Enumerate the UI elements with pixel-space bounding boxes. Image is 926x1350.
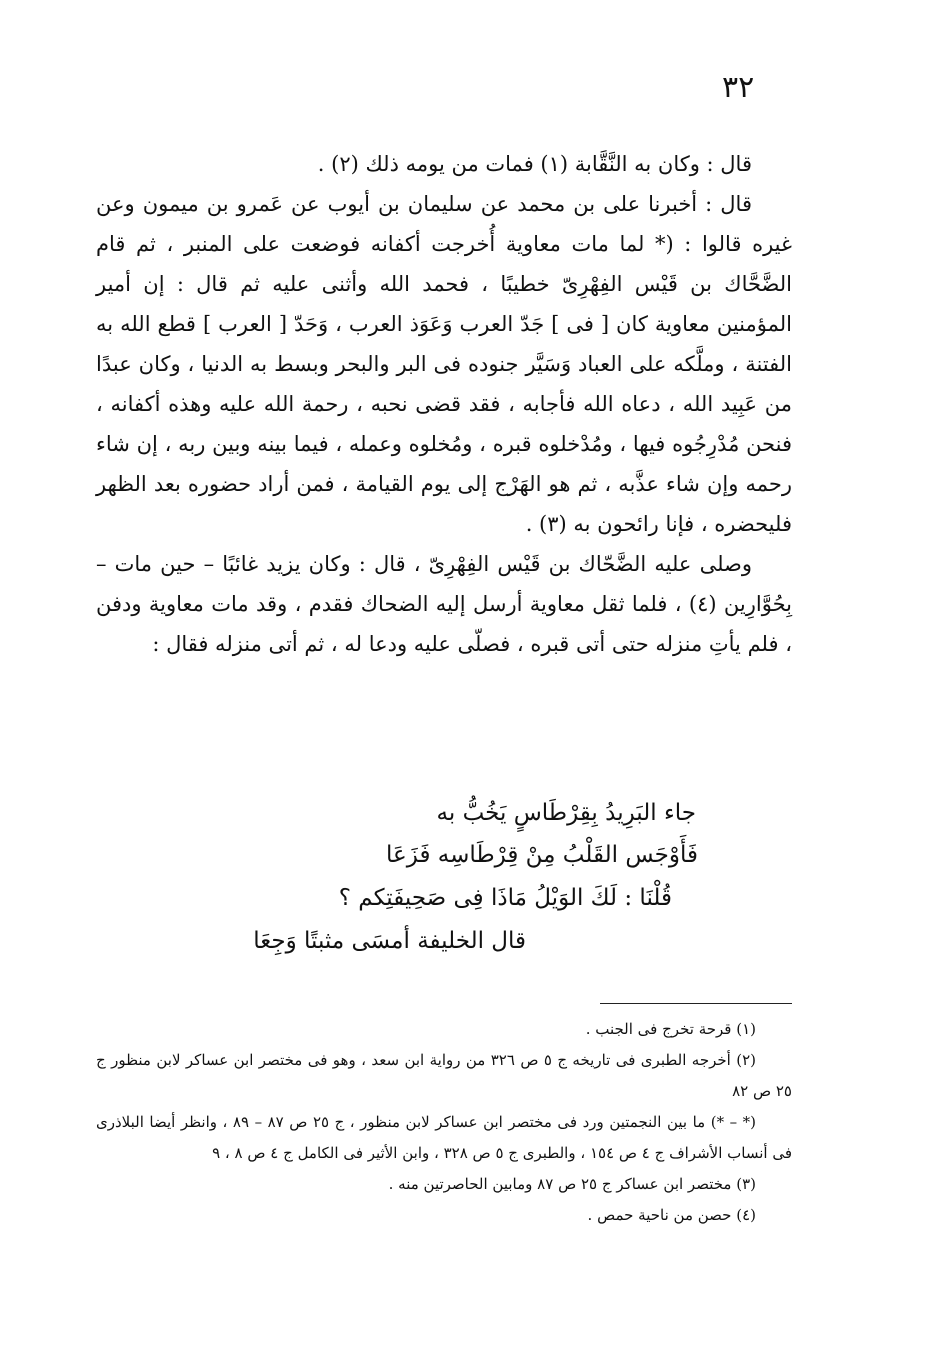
footnote-3: (٣) مختصر ابن عساكر ج ٢٥ ص ٨٧ ومابين الحاصرتين منه .	[388, 1175, 756, 1193]
verse-line-3: قُلْنَا : لَكَ الوَيْلُ مَاذَا فِى صَحِيفَتِكم ؟	[338, 885, 672, 911]
verse-line-2: فَأَوْجَس القَلْبُ مِنْ قِرْطَاسِه فَزَعَا	[386, 842, 698, 868]
paragraph-1: قال : وكان به النَّقَّابة (١) فمات من يومه ذلك (٢) .	[317, 152, 752, 176]
verse-line-1: جاء البَرِيدُ بِقِرْطَاسٍ يَخُبُّ به	[436, 800, 696, 826]
verse-line-4: قال الخليفة أمسَى مثبتًا وَجِعَا	[253, 928, 526, 954]
footnotes	[96, 1014, 792, 1231]
paragraph-2: قال : أخبرنا على بن محمد عن سليمان بن أيوب عن عَمرو بن ميمون وعن غيره قالوا : (* لما مات معاوية أُخرجت أكفانه فوضعت على المنبر ، ثم قام الضَّحَّاك بن قَيْس الفِهْرِىّ خطيبًا ، فحمد الله وأثنى عليه ثم قال : إن أمير المؤمنين معاوية كان [ فى ] جَدّ العرب وَعَوَذ العرب ، وَحَدّ [ العرب ] قطع الله به الفتنة ، وملَّكه على العباد وَسَيَّر جنوده فى البر والبحر وبسط به الدنيا ، وكان عبدًا من عَبِيد الله ، دعاه الله فأجابه ، فقد قضى نحبه ، رحمة الله عليه وهذه أكفانه ، فنحن مُدْرِجُوه فيها ، ومُدْخلوه قبره ، ومُخلوه وعمله ، فيما بينه وبين ربه ، إن شاء رحمه وإن شاء عذَّبه ، ثم هو الهَرْج إلى يوم القيامة ، فمن أراد حضوره بعد الظهر فليحضره ، فإنا رائحون به (٣) .	[96, 192, 792, 536]
page-number: ٣٢	[722, 70, 755, 105]
paragraph-3: وصلى عليه الضَّحّاك بن قَيْس الفِهْرِىّ ، قال : وكان يزيد غائبًا – حين مات – بِحُوَّارِين (٤) ، فلما ثقل معاوية أرسل إليه الضحاك فقدم ، وقد مات معاوية ودفن ، فلم يأتِ منزله حتى أتى قبره ، فصلّى عليه ودعا له ، ثم أتى منزله فقال :	[96, 552, 792, 656]
footnote-star: (* – *) ما بين النجمتين ورد فى مختصر ابن عساكر لابن منظور ، ج ٢٥ ص ٨٧ – ٨٩ ، وانظر أيضا البلاذرى فى أنساب الأشراف ج ٤ ص ١٥٤ ، والطبرى ج ٥ ص ٣٢٨ ، وابن الأثير فى الكامل ج ٤ ص ٨ ، ٩	[96, 1113, 792, 1162]
footnote-4: (٤) حصن من ناحية حمص .	[587, 1206, 756, 1224]
footnote-divider	[600, 1003, 792, 1004]
footnote-2: (٢) أخرجه الطبرى فى تاريخه ج ٥ ص ٣٢٦ من رواية ابن سعد ، وهو فى مختصر ابن عساكر لابن منظور ج ٢٥ ص ٨٢	[96, 1051, 792, 1100]
main-text	[96, 144, 792, 664]
footnote-1: (١) قرحة تخرج فى الجنب .	[585, 1020, 756, 1038]
